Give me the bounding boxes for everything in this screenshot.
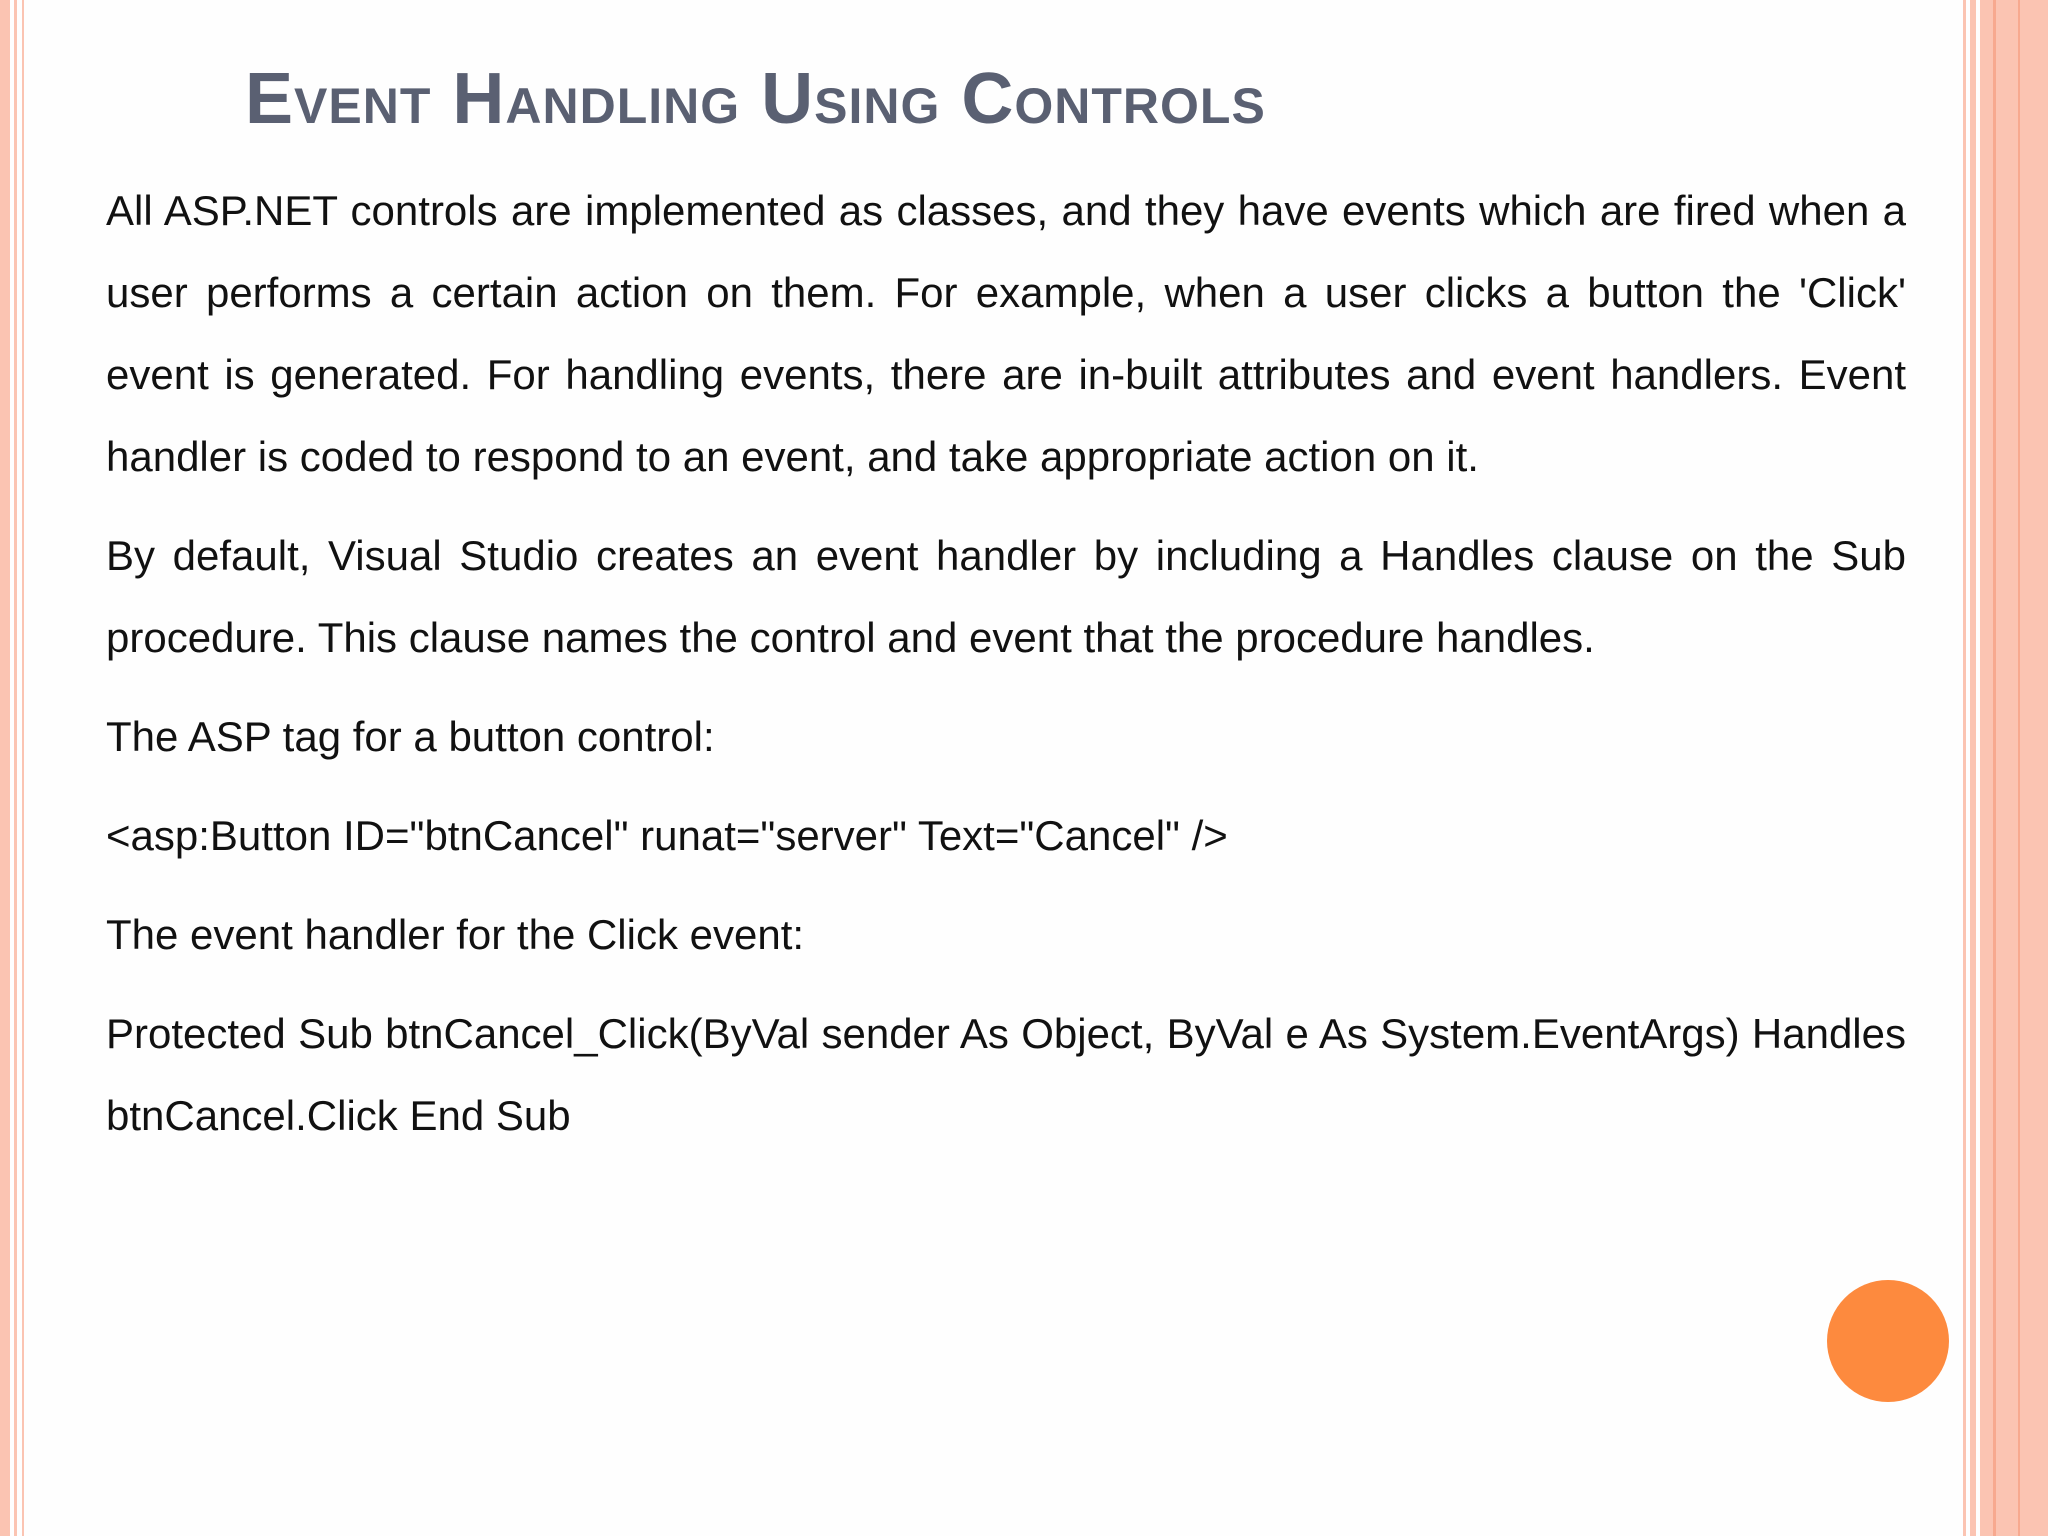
paragraph-handler-label: The event handler for the Click event: (106, 911, 805, 958)
paragraph-intro: All ASP.NET controls are implemented as classes, and they have events which are fired when a user performs a certain action on them. For example, when a user clicks a button the 'Click' event is generated. For handling events, there are in-built attributes and event handlers. Event handler is coded to respond to an event, and take appropriate action on it. (106, 187, 1906, 480)
paragraph-handler-code: Protected Sub btnCancel_Click(ByVal sender As Object, ByVal e As System.EventArgs) Handles btnCancel.Click End Sub (106, 1010, 1906, 1139)
paragraph-default-handler: By default, Visual Studio creates an event handler by including a Handles clause on the Sub procedure. This clause names the control and event that the procedure handles. (106, 532, 1906, 661)
left-border-stripe (0, 0, 10, 1536)
right-border-line (2018, 0, 2020, 1536)
left-border-stripe (14, 0, 17, 1536)
paragraph-asp-tag-code: <asp:Button ID="btnCancel" runat="server" Text="Cancel" /> (106, 812, 1228, 859)
right-border-line (1993, 0, 1996, 1536)
decorative-orange-circle (1827, 1280, 1949, 1402)
left-border-stripe (22, 0, 24, 1536)
right-border-stripe (1963, 0, 1966, 1536)
slide-body (106, 170, 1906, 1174)
right-border-stripe (1970, 0, 1976, 1536)
right-border-band (1980, 0, 2048, 1536)
slide-title: Event Handling Using Controls (245, 59, 1266, 139)
paragraph-asp-tag-label: The ASP tag for a button control: (106, 713, 715, 760)
